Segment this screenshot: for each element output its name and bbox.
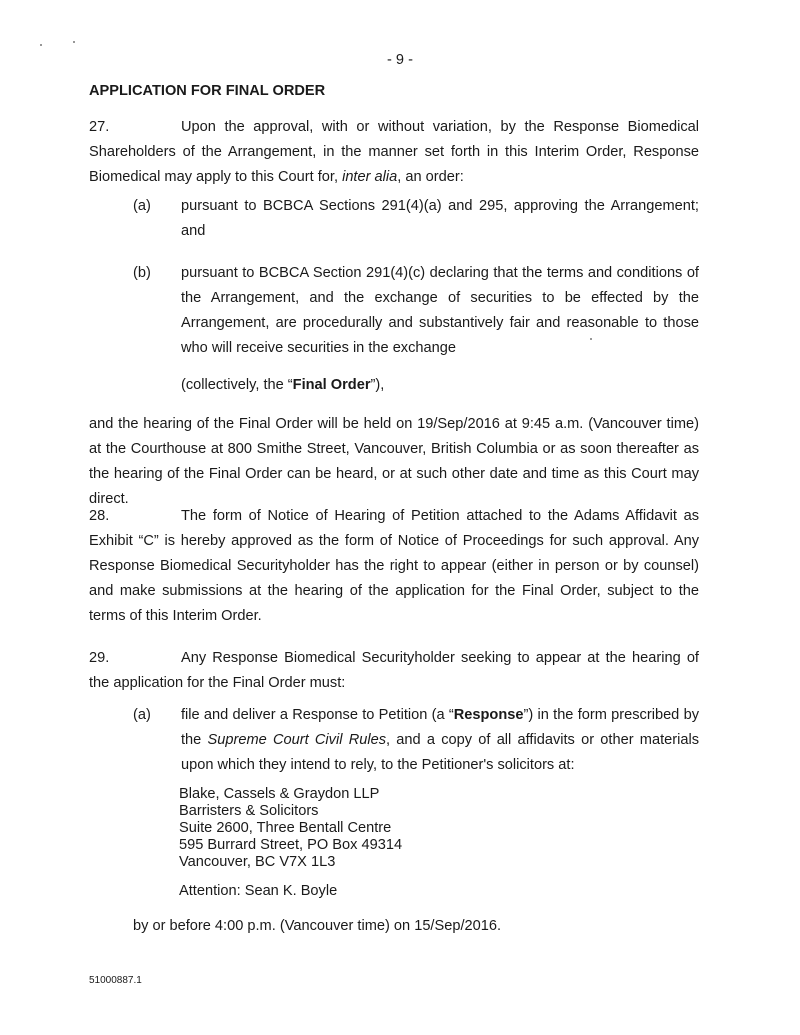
defined-term: Response <box>453 707 524 723</box>
deadline-line: by or before 4:00 p.m. (Vancouver time) on 15/Sep/2016. <box>133 918 502 934</box>
paragraph-text: The form of Notice of Hearing of Petition attached to the Adams Affidavit as Exhibit “C” is hereby approved as the form of Notice of Proceedings for such approval. Any Response Biomedical Securityholder has the right to appear (either in person or by counsel) and make submissions at the hearing of the application for the Final Order, subject to the terms of this Interim Order. <box>89 508 699 624</box>
solicitor-address <box>179 786 402 871</box>
scan-speck <box>73 41 75 43</box>
text-pre: file and deliver a Response to Petition (a “ <box>181 707 454 723</box>
subparagraph-text <box>181 703 699 778</box>
paragraph-number: 27. <box>89 119 110 135</box>
italic-text: inter alia <box>342 169 398 185</box>
defined-term: Final Order <box>292 377 371 393</box>
address-line: 595 Burrard Street, PO Box 49314 <box>179 837 403 853</box>
document-footer-id: 51000887.1 <box>89 975 142 986</box>
paragraph-text: Any Response Biomedical Securityholder seeking to appear at the hearing of the application for the Final Order must: <box>89 650 699 691</box>
page-number: - 9 - <box>387 52 413 68</box>
subparagraph-label: (a) <box>133 707 151 723</box>
scan-speck <box>40 44 42 46</box>
scan-speck <box>590 338 592 340</box>
attention-line: Attention: Sean K. Boyle <box>179 883 338 899</box>
italic-text: Supreme Court Civil Rules <box>207 732 387 748</box>
subparagraph-text: pursuant to BCBCA Sections 291(4)(a) and 295, approving the Arrangement; and <box>181 198 699 239</box>
address-line: Suite 2600, Three Bentall Centre <box>179 820 392 836</box>
text-post: , and a copy of all affidavits or other materials upon which they intend to rely, to the Petitioner's solicitors at: <box>181 732 699 773</box>
paragraph-text: Upon the approval, with or without variation, by the Response Biomedical Shareholders of the Arrangement, in the manner set forth in this Interim Order, Response Biomedical may apply to this Court for, <box>89 119 699 185</box>
subparagraph-27a <box>133 194 699 244</box>
paragraph-27 <box>89 115 699 190</box>
address-line: Blake, Cassels & Graydon LLP <box>179 786 380 802</box>
collective-post: ”), <box>370 377 385 393</box>
address-line: Vancouver, BC V7X 1L3 <box>179 854 336 870</box>
section-heading: APPLICATION FOR FINAL ORDER <box>89 83 326 99</box>
address-line: Barristers & Solicitors <box>179 803 319 819</box>
subparagraph-label: (b) <box>133 265 151 281</box>
subparagraph-27b <box>133 261 699 361</box>
subparagraph-label: (a) <box>133 198 151 214</box>
subparagraph-29a <box>133 703 699 778</box>
paragraph-29 <box>89 646 699 696</box>
text-mid: ”) in the form prescribed by the <box>181 707 699 748</box>
hearing-paragraph: and the hearing of the Final Order will be held on 19/Sep/2016 at 9:45 a.m. (Vancouver time) at the Courthouse at 800 Smithe Street, Vancouver, British Columbia or as soon thereafter as the hearing of the Final Order can be heard, or at such other date and time as this Court may direct. <box>89 416 699 507</box>
paragraph-number: 28. <box>89 508 110 524</box>
paragraph-28 <box>89 504 699 629</box>
paragraph-text-end: , an order: <box>397 169 464 185</box>
paragraph-number: 29. <box>89 650 110 666</box>
collective-pre: (collectively, the “ <box>181 377 293 393</box>
subparagraph-text: pursuant to BCBCA Section 291(4)(c) declaring that the terms and conditions of the Arrangement, and the exchange of securities to be effected by the Arrangement, are procedurally and substantively fair and reasonable to those who will receive securities in the exchange <box>181 265 699 356</box>
collective-definition <box>181 373 384 398</box>
